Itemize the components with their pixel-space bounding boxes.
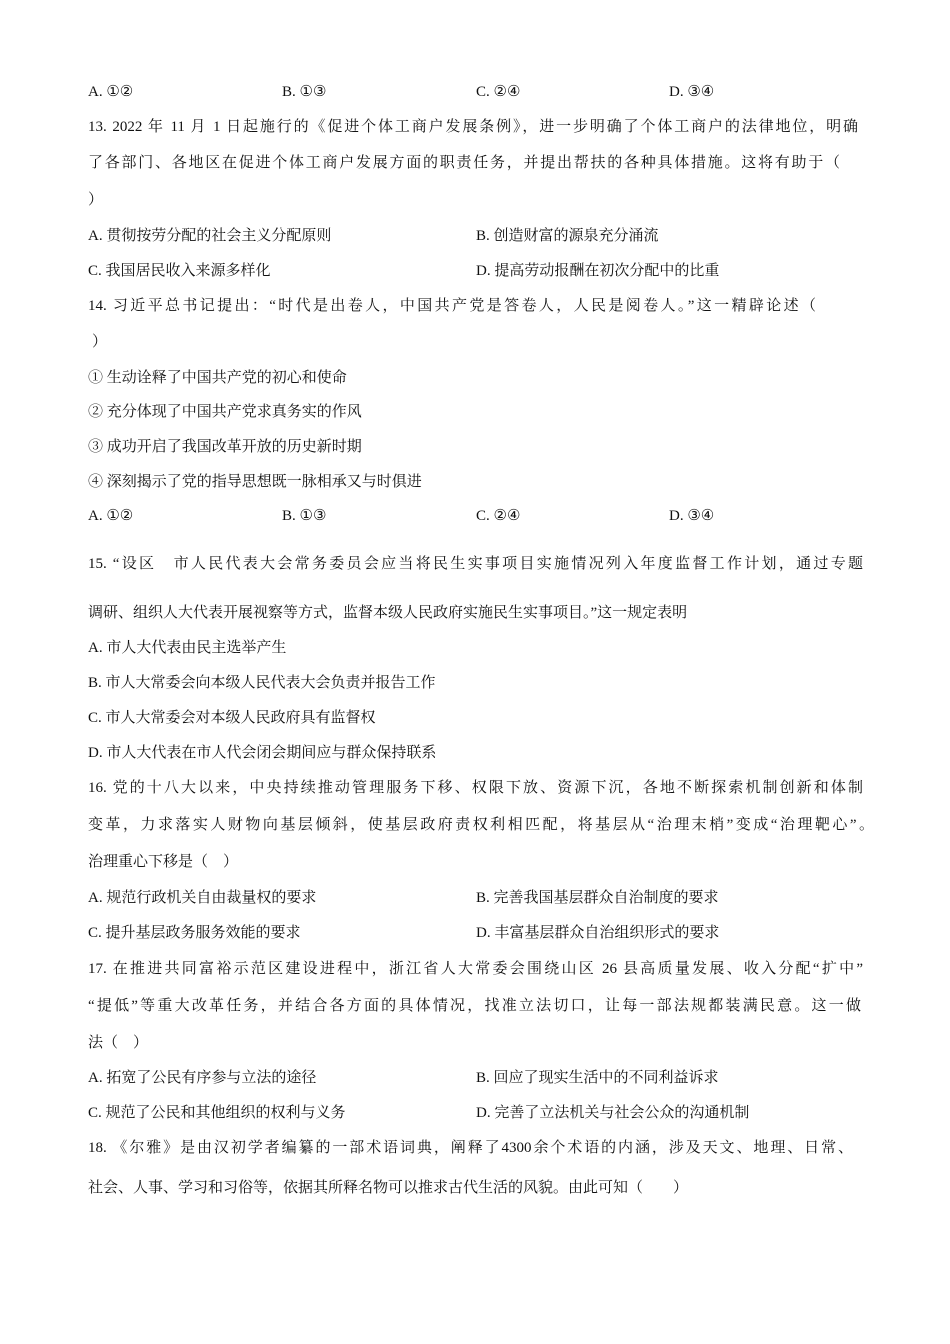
q16-option-c: C. 提升基层政务服务效能的要求	[88, 925, 301, 941]
q17-stem-line-2: “提低”等重大改革任务，并结合各方面的具体情况，找准立法切口，让每一部法规都装满民意。这一做	[88, 998, 861, 1014]
q16-option-b: B. 完善我国基层群众自治制度的要求	[476, 890, 719, 906]
q18-stem-line-2: 社会、人事、学习和习俗等，依据其所释名物可以推求古代生活的风貌。由此可知（ ）	[88, 1180, 689, 1196]
q13-option-d: D. 提高劳动报酬在初次分配中的比重	[476, 263, 720, 279]
q13-option-a: A. 贯彻按劳分配的社会主义分配原则	[88, 228, 332, 244]
q14-item-1: ① 生动诠释了中国共产党的初心和使命	[88, 370, 347, 386]
q15-option-c: C. 市人大常委会对本级人民政府具有监督权	[88, 710, 376, 726]
q16-option-a: A. 规范行政机关自由裁量权的要求	[88, 890, 317, 906]
q18-stem-line-1: 18. 《尔雅》是由汉初学者编纂的一部术语词典，阐释了4300余个术语的内涵，涉及天文、地理、日常、	[88, 1140, 853, 1156]
q13-stem-line-2: 了各部门、各地区在促进个体工商户发展方面的职责任务，并提出帮扶的各种具体措施。这将有助于（	[88, 155, 840, 171]
q14-option-c: C. ②④	[476, 508, 521, 524]
q17-stem-line-3: 法（ ）	[88, 1035, 149, 1051]
q12-option-c: C. ②④	[476, 84, 521, 100]
q16-stem-line-3: 治理重心下移是（ ）	[88, 854, 239, 870]
q17-option-c: C. 规范了公民和其他组织的权利与义务	[88, 1105, 346, 1121]
q13-option-c: C. 我国居民收入来源多样化	[88, 263, 271, 279]
q13-stem-line-1: 13. 2022 年 11 月 1 日起施行的《促进个体工商户发展条例》，进一步明确了个体工商户的法律地位，明确	[88, 119, 858, 135]
q16-stem-line-2: 变革，力求落实人财物向基层倾斜，使基层政府责权利相匹配，将基层从“治理末梢”变成“治理靶心”。	[88, 817, 874, 833]
q14-option-a: A. ①②	[88, 508, 134, 524]
q12-option-a: A. ①②	[88, 84, 134, 100]
q14-stem-line-2: ）	[92, 334, 108, 350]
q14-stem-line-1: 14. 习近平总书记提出：“时代是出卷人，中国共产党是答卷人，人民是阅卷人。”这一精辟论述（	[88, 298, 816, 314]
q15-stem-line-1: 15. “设区 市人民代表大会常务委员会应当将民生实事项目实施情况列入年度监督工作计划，通过专题	[88, 556, 863, 572]
q13-option-b: B. 创造财富的源泉充分涌流	[476, 228, 659, 244]
q15-option-d: D. 市人大代表在市人代会闭会期间应与群众保持联系	[88, 745, 437, 761]
q15-option-a: A. 市人大代表由民主选举产生	[88, 640, 287, 656]
q15-option-b: B. 市人大常委会向本级人民代表大会负责并报告工作	[88, 675, 436, 691]
q14-option-b: B. ①③	[282, 508, 327, 524]
q14-item-2: ② 充分体现了中国共产党求真务实的作风	[88, 404, 362, 420]
q16-stem-line-1: 16. 党的十八大以来，中央持续推动管理服务下移、权限下放、资源下沉，各地不断探索机制创新和体制	[88, 780, 863, 796]
q16-option-d: D. 丰富基层群众自治组织形式的要求	[476, 925, 720, 941]
q17-option-b: B. 回应了现实生活中的不同利益诉求	[476, 1070, 719, 1086]
q12-option-d: D. ③④	[669, 84, 715, 100]
q14-item-3: ③ 成功开启了我国改革开放的历史新时期	[88, 439, 362, 455]
q13-stem-line-3: ）	[88, 192, 104, 208]
q15-stem-line-2: 调研、组织人大代表开展视察等方式，监督本级人民政府实施民生实事项目。”这一规定表明	[88, 605, 688, 621]
q14-option-d: D. ③④	[669, 508, 715, 524]
q17-option-a: A. 拓宽了公民有序参与立法的途径	[88, 1070, 317, 1086]
q17-stem-line-1: 17. 在推进共同富裕示范区建设进程中，浙江省人大常委会围绕山区 26 县高质量发展、收入分配“扩中”	[88, 961, 863, 977]
q14-item-4: ④ 深刻揭示了党的指导思想既一脉相承又与时俱进	[88, 474, 422, 490]
q17-option-d: D. 完善了立法机关与社会公众的沟通机制	[476, 1105, 750, 1121]
q12-option-b: B. ①③	[282, 84, 327, 100]
